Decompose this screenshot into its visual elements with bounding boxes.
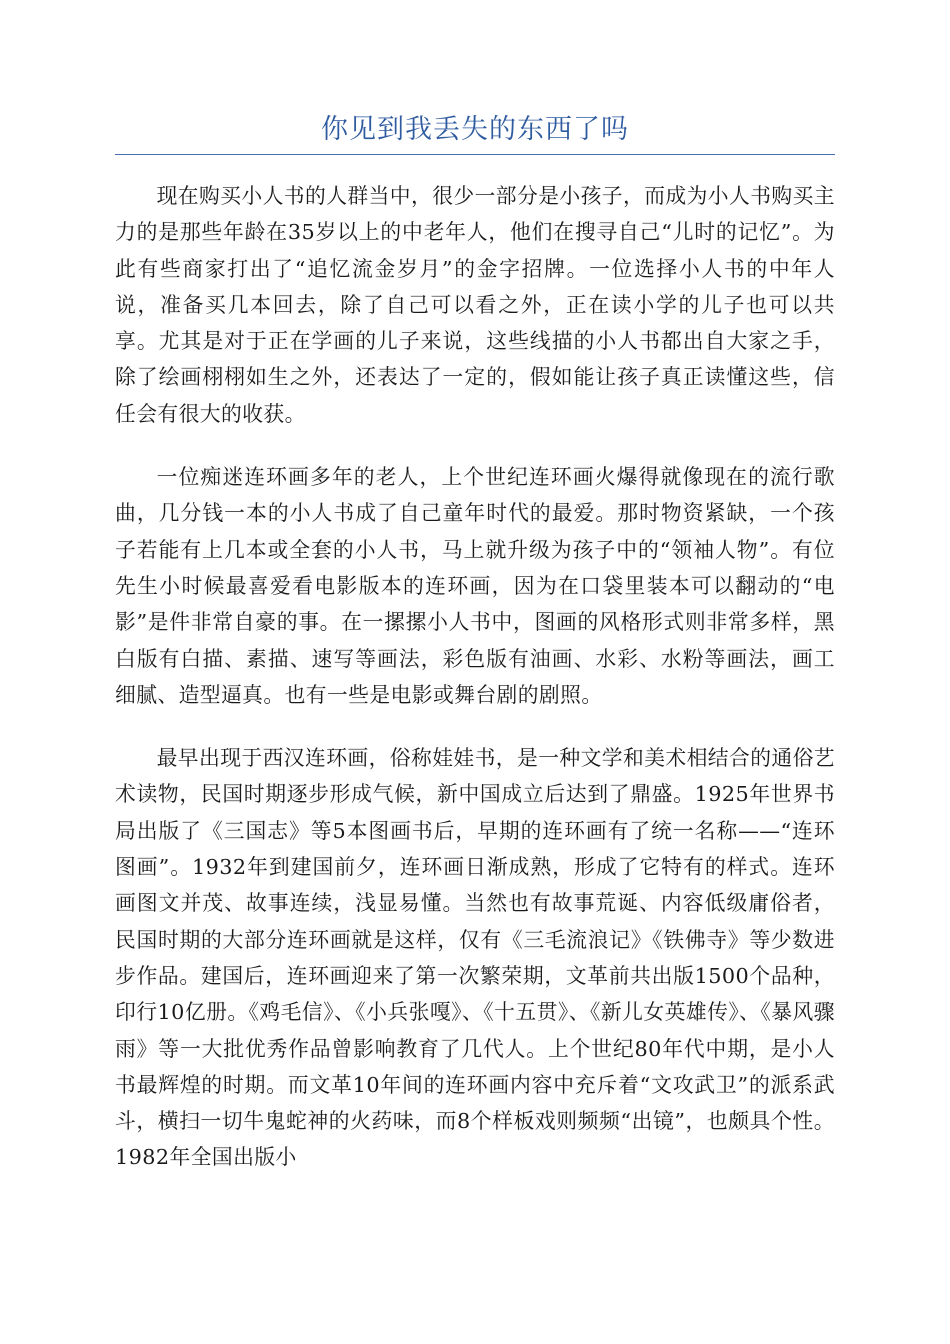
paragraph-1: 现在购买小人书的人群当中，很少一部分是小孩子，而成为小人书购买主力的是那些年龄在35岁以上的中老年人，他们在搜寻自己“儿时的记忆”。为此有些商家打出了“追忆流金岁月”的金字招牌。一位选择小人书的中年人说，准备买几本回去，除了自己可以看之外，正在读小学的儿子也可以共享。尤其是对于正在学画的儿子来说，这些线描的小人书都出自大家之手，除了绘画栩栩如生之外，还表达了一定的，假如能让孩子真正读懂这些，信任会有很大的收获。 <box>115 184 835 426</box>
document-body <box>115 178 835 1203</box>
document-title: 你见到我丢失的东西了吗 <box>321 114 629 145</box>
title-underline <box>115 154 835 155</box>
paragraph-2: 一位痴迷连环画多年的老人，上个世纪连环画火爆得就像现在的流行歌曲，几分钱一本的小人书成了自己童年时代的最爱。那时物资紧缺，一个孩子若能有上几本或全套的小人书，马上就升级为孩子中的“领袖人物”。有位先生小时候最喜爱看电影版本的连环画，因为在口袋里装本可以翻动的“电影”是件非常自豪的事。在一摞摞小人书中，图画的风格形式则非常多样，黑白版有白描、素描、速写等画法，彩色版有油画、水彩、水粉等画法，画工细腻、造型逼真。也有一些是电影或舞台剧的剧照。 <box>115 465 835 707</box>
paragraph-3: 最早出现于西汉连环画，俗称娃娃书，是一种文学和美术相结合的通俗艺术读物，民国时期逐步形成气候，新中国成立后达到了鼎盛。1925年世界书局出版了《三国志》等5本图画书后，早期的连环画有了统一名称——“连环图画”。1932年到建国前夕，连环画日渐成熟，形成了它特有的样式。连环画图文并茂、故事连续，浅显易懂。当然也有故事荒诞、内容低级庸俗者，民国时期的大部分连环画就是这样，仅有《三毛流浪记》《铁佛寺》等少数进步作品。建国后，连环画迎来了第一次繁荣期，文革前共出版1500个品种，印行10亿册。《鸡毛信》、《小兵张嘎》、《十五贯》、《新儿女英雄传》、《暴风骤雨》等一大批优秀作品曾影响教育了几代人。上个世纪80年代中期，是小人书最辉煌的时期。而文革10年间的连环画内容中充斥着“文攻武卫”的派系武斗，横扫一切牛鬼蛇神的火药味，而8个样板戏则频频“出镜”，也颇具个性。1982年全国出版小 <box>115 746 835 1170</box>
